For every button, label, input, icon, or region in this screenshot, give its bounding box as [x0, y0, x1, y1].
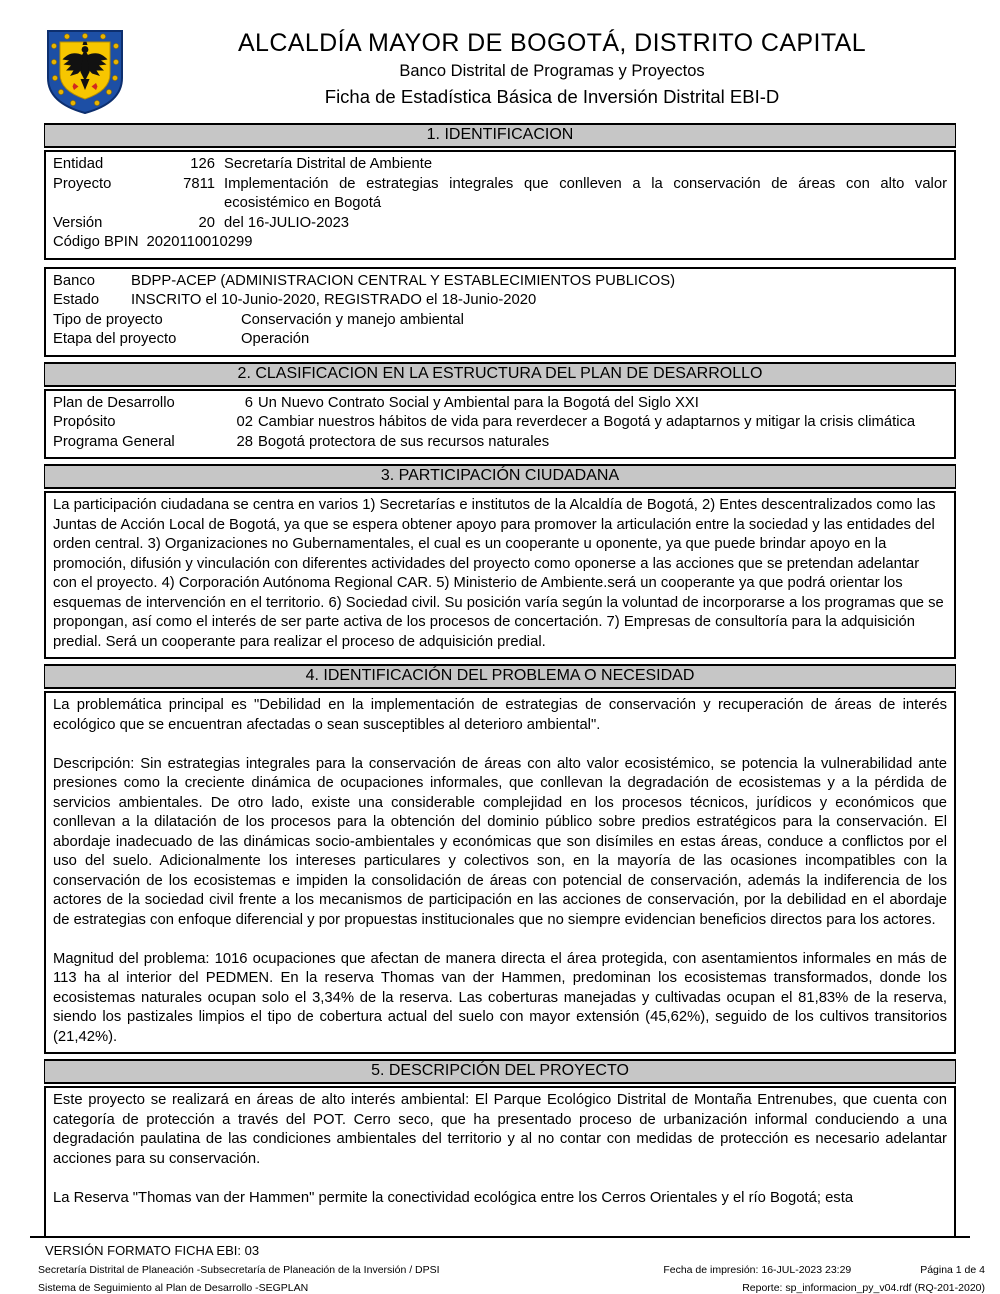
document-header — [45, 28, 965, 116]
section-2-classification-box — [44, 389, 956, 460]
page-title: ALCALDÍA MAYOR DE BOGOTÁ, DISTRITO CAPITAL — [237, 29, 867, 57]
bogota-coat-of-arms-icon — [45, 28, 125, 116]
field-value-etapa-proyecto: Operación — [241, 331, 310, 347]
description-paragraph: Este proyecto se realizará en áreas de alto interés ambiental: El Parque Ecológico Distrital de Montaña Entrenubes, que cuenta con categoría de protección a través del POT. Cerro seco, que ha presentado proceso de urbanización informal conduciendo a una degradación paulatina de las condiciones ambientales del territorio y al no contar con medidas de protección es necesario adelantar acciones para su conservación. — [53, 1092, 947, 1167]
field-code-plan-desarrollo: 6 — [244, 394, 253, 411]
page-footer — [38, 1243, 985, 1294]
field-label-codigo-bpin: Código BPIN — [53, 234, 139, 250]
footer-left — [38, 1264, 440, 1294]
table-row — [53, 291, 947, 311]
header-titles — [139, 28, 965, 108]
table-row — [53, 272, 947, 292]
field-label-programa-general: Programa General — [53, 433, 175, 450]
participation-paragraph: La participación ciudadana se centra en varios 1) Secretarías e institutos de la Alcaldía de Bogotá, 2) Entes descentralizados como las Juntas de Acción Local de Bogotá, ya que se espera obtener apoyo para promover la articulación entre la sociedad y las entidades del orden central. 3) Organizaciones no Gubernamentales, el cual es un cooperante u oponente, ya que puede brindar apoyo en la promoción, difusión y vinculación con diferentes actividades del proyecto como oponerse a las acciones que se pretendan adelantar con el proyecto. 4) Corporación Autónoma Regional CAR. 5) Ministerio de Ambiente.será un cooperante ya que podrá orientar los esquemas de intervención en el territorio. 6) Sociedad civil. Su posición varía según la voluntad de incorporarse a los programas que se propongan, así como el interés de ser parte activa de los procesos de concertación. 7) Empresas de consultoría para la adquisición predial. Será un cooperante para realizar el proceso de adquisición predial. — [53, 497, 944, 650]
field-label-proposito: Propósito — [53, 414, 116, 430]
registry-box — [44, 267, 956, 357]
table-row — [53, 394, 947, 414]
field-value-banco: BDPP-ACEP (ADMINISTRACION CENTRAL Y ESTABLECIMIENTOS PUBLICOS) — [131, 272, 676, 289]
table-row — [53, 155, 947, 175]
description-paragraph: La Reserva "Thomas van der Hammen" permite la conectividad ecológica entre los Cerros Orientales y el río Bogotá; esta — [53, 1189, 854, 1206]
field-value-estado: INSCRITO el 10-Junio-2020, REGISTRADO el 18-Junio-2020 — [131, 292, 537, 308]
table-row — [53, 233, 947, 253]
table-row — [53, 413, 947, 433]
footer-entity-line: Secretaría Distrital de Planeación -Subsecretaría de Planeación de la Inversión / DPSI — [38, 1264, 440, 1276]
field-label-version: Versión — [53, 214, 103, 231]
footer-system-line: Sistema de Seguimiento al Plan de Desarrollo -SEGPLAN — [38, 1282, 309, 1294]
field-code-version: 20 — [198, 214, 215, 231]
page-subtitle: Banco Distrital de Programas y Proyectos — [399, 62, 705, 80]
section-4-problem-box — [44, 691, 956, 1054]
field-label-estado: Estado — [53, 292, 100, 308]
section-1-header: 1. IDENTIFICACION — [44, 123, 956, 148]
section-3-participation-box — [44, 491, 956, 659]
field-code-proyecto: 7811 — [183, 175, 215, 192]
format-version: VERSIÓN FORMATO FICHA EBI: 03 — [45, 1243, 260, 1258]
section-5-header: 5. DESCRIPCIÓN DEL PROYECTO — [44, 1059, 956, 1084]
print-date: Fecha de impresión: 16-JUL-2023 23:29 — [663, 1264, 852, 1276]
section-2-header: 2. CLASIFICACION EN LA ESTRUCTURA DEL PLAN DE DESARROLLO — [44, 362, 956, 387]
field-value-proyecto: Implementación de estrategias integrales que conlleven a la conservación de áreas con alto valor ecosistémico en Bogotá — [224, 175, 947, 211]
table-row — [53, 214, 947, 234]
table-row — [53, 175, 947, 214]
field-code-proposito: 02 — [236, 414, 253, 430]
field-value-tipo-proyecto: Conservación y manejo ambiental — [241, 311, 464, 328]
section-5-description-box — [44, 1086, 956, 1236]
field-label-plan-desarrollo: Plan de Desarrollo — [53, 394, 175, 411]
section-1-identification-box — [44, 150, 956, 260]
field-value-proposito: Cambiar nuestros hábitos de vida para reverdecer a Bogotá y adaptarnos y mitigar la crisis climática — [258, 414, 916, 430]
footer-print-line — [663, 1264, 985, 1276]
field-value-plan-desarrollo: Un Nuevo Contrato Social y Ambiental para la Bogotá del Siglo XXI — [258, 394, 699, 411]
field-value-codigo-bpin: 2020110010299 — [146, 234, 253, 250]
footer-right — [663, 1264, 985, 1294]
footer-report-line: Reporte: sp_informacion_py_v04.rdf (RQ-201-2020) — [742, 1282, 985, 1294]
table-row — [53, 330, 947, 350]
field-value-entidad: Secretaría Distrital de Ambiente — [224, 156, 433, 172]
section-4-header: 4. IDENTIFICACIÓN DEL PROBLEMA O NECESIDAD — [44, 664, 956, 689]
page-number: Página 1 de 4 — [920, 1264, 985, 1276]
problem-paragraph: La problemática principal es "Debilidad en la implementación de estrategias de conservación y recuperación de áreas de interés ecológico que se encuentran afectadas o sean susceptibles al deterioro ambiental". — [53, 697, 947, 733]
section-3-header: 3. PARTICIPACIÓN CIUDADANA — [44, 464, 956, 489]
document-title: Ficha de Estadística Básica de Inversión Distrital EBI-D — [324, 86, 780, 107]
footer-divider — [30, 1236, 970, 1238]
table-row — [53, 433, 947, 453]
field-label-banco: Banco — [53, 272, 95, 289]
field-code-programa-general: 28 — [236, 433, 253, 450]
field-value-version: del 16-JULIO-2023 — [224, 214, 350, 231]
field-value-programa-general: Bogotá protectora de sus recursos naturales — [258, 433, 550, 450]
field-label-proyecto: Proyecto — [53, 175, 112, 192]
field-label-entidad: Entidad — [53, 156, 104, 172]
table-row — [53, 311, 947, 331]
problem-paragraph: Magnitud del problema: 1016 ocupaciones que afectan de manera directa el área protegida, con asentamientos informales en más de 113 ha al interior del PEDMEN. En la reserva Thomas van der Hammen, predominan los ecosistemas transformados, donde los ecosistemas naturales ocupan solo el 3,34% de la reserva. Las coberturas manejadas y cultivadas ocupan el 81,83% de la reserva, siendo los pastizales limpios el tipo de cobertura actual del suelo con mayor extensión (45,62%), seguido de los cultivos transitorios (21,42%). — [53, 950, 947, 1045]
field-label-etapa-proyecto: Etapa del proyecto — [53, 331, 177, 347]
field-label-tipo-proyecto: Tipo de proyecto — [53, 311, 163, 328]
footer-columns — [38, 1264, 985, 1294]
problem-paragraph: Descripción: Sin estrategias integrales para la conservación de áreas con alto valor ecosistémico, se potencia la vulnerabilidad ante presiones como la creciente dinámica de ocupaciones informales, que conllevan la degradación de ecosistemas y a la pérdida de servicios ambientales. De otro lado, existe una considerable complejidad en los procesos técnicos, jurídicos y económicos que conllevan a la dilatación de los procesos para la obtención del dominio público sobre predios estratégicos para la conservación. El abordaje inadecuado de las dinámicas socio-ambientales y económicas que son disímiles en estas áreas, conduce a conflictos por el uso del suelo. Adicionalmente los intereses particulares y colectivos son, en la mayoría de las ocasiones incompatibles con la conservación de los ecosistemas e impiden la consolidación de áreas con potencial de conservación, además la indiferencia de los actores de la sociedad civil frente a los mecanismos de participación en las acciones de conservación, por la debilidad en el abordaje de estrategias con enfoque diferencial y por propuestas institucionales que no siempre evidencian beneficios directos para los actores. — [53, 755, 947, 928]
field-code-entidad: 126 — [190, 156, 215, 172]
